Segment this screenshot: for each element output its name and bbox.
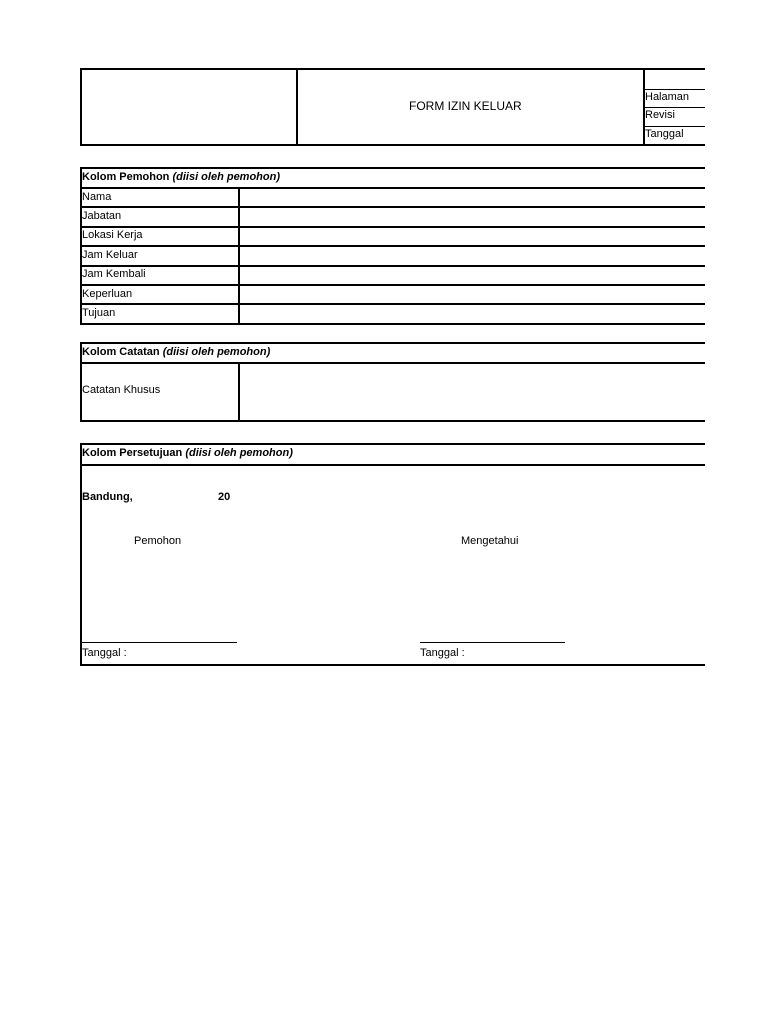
applicant-signature-line	[82, 642, 237, 643]
row-divider	[82, 206, 705, 208]
form-header	[80, 68, 705, 146]
row-divider	[82, 265, 705, 267]
field-label-jam-keluar: Jam Keluar	[82, 249, 138, 261]
row-divider	[82, 362, 705, 364]
field-label-jabatan: Jabatan	[82, 210, 122, 222]
column-divider	[238, 187, 240, 323]
form-title: FORM IZIN KELUAR	[409, 99, 522, 113]
row-divider	[82, 284, 705, 286]
approval-section	[80, 443, 705, 666]
acknowledger-sign-label: Mengetahui	[461, 535, 519, 547]
applicant-section	[80, 167, 705, 325]
acknowledger-signature-line	[420, 642, 565, 643]
column-divider	[238, 362, 240, 420]
meta-label-halaman: Halaman	[645, 91, 690, 103]
field-label-jam-kembali: Jam Kembali	[82, 268, 146, 280]
meta-label-tanggal: Tanggal	[645, 128, 684, 140]
header-divider	[296, 70, 298, 144]
applicant-heading: Kolom Pemohon (diisi oleh pemohon)	[82, 171, 281, 183]
field-label-keperluan: Keperluan	[82, 288, 133, 300]
acknowledger-date-label: Tanggal :	[420, 647, 465, 659]
applicant-sign-label: Pemohon	[134, 535, 182, 547]
approval-heading: Kolom Persetujuan (diisi oleh pemohon)	[82, 447, 293, 459]
meta-label-revisi: Revisi	[645, 109, 675, 121]
applicant-date-label: Tanggal :	[82, 647, 127, 659]
field-label-lokasi-kerja: Lokasi Kerja	[82, 229, 143, 241]
field-label-nama: Nama	[82, 191, 112, 203]
city-label: Bandung,	[82, 491, 133, 503]
field-label-tujuan: Tujuan	[82, 307, 116, 319]
year-prefix: 20	[218, 491, 231, 503]
row-divider	[82, 245, 705, 247]
row-divider	[82, 226, 705, 228]
notes-label: Catatan Khusus	[82, 384, 161, 396]
row-divider	[82, 187, 705, 189]
row-divider	[82, 303, 705, 305]
row-divider	[82, 464, 705, 466]
notes-heading: Kolom Catatan (diisi oleh pemohon)	[82, 346, 271, 358]
